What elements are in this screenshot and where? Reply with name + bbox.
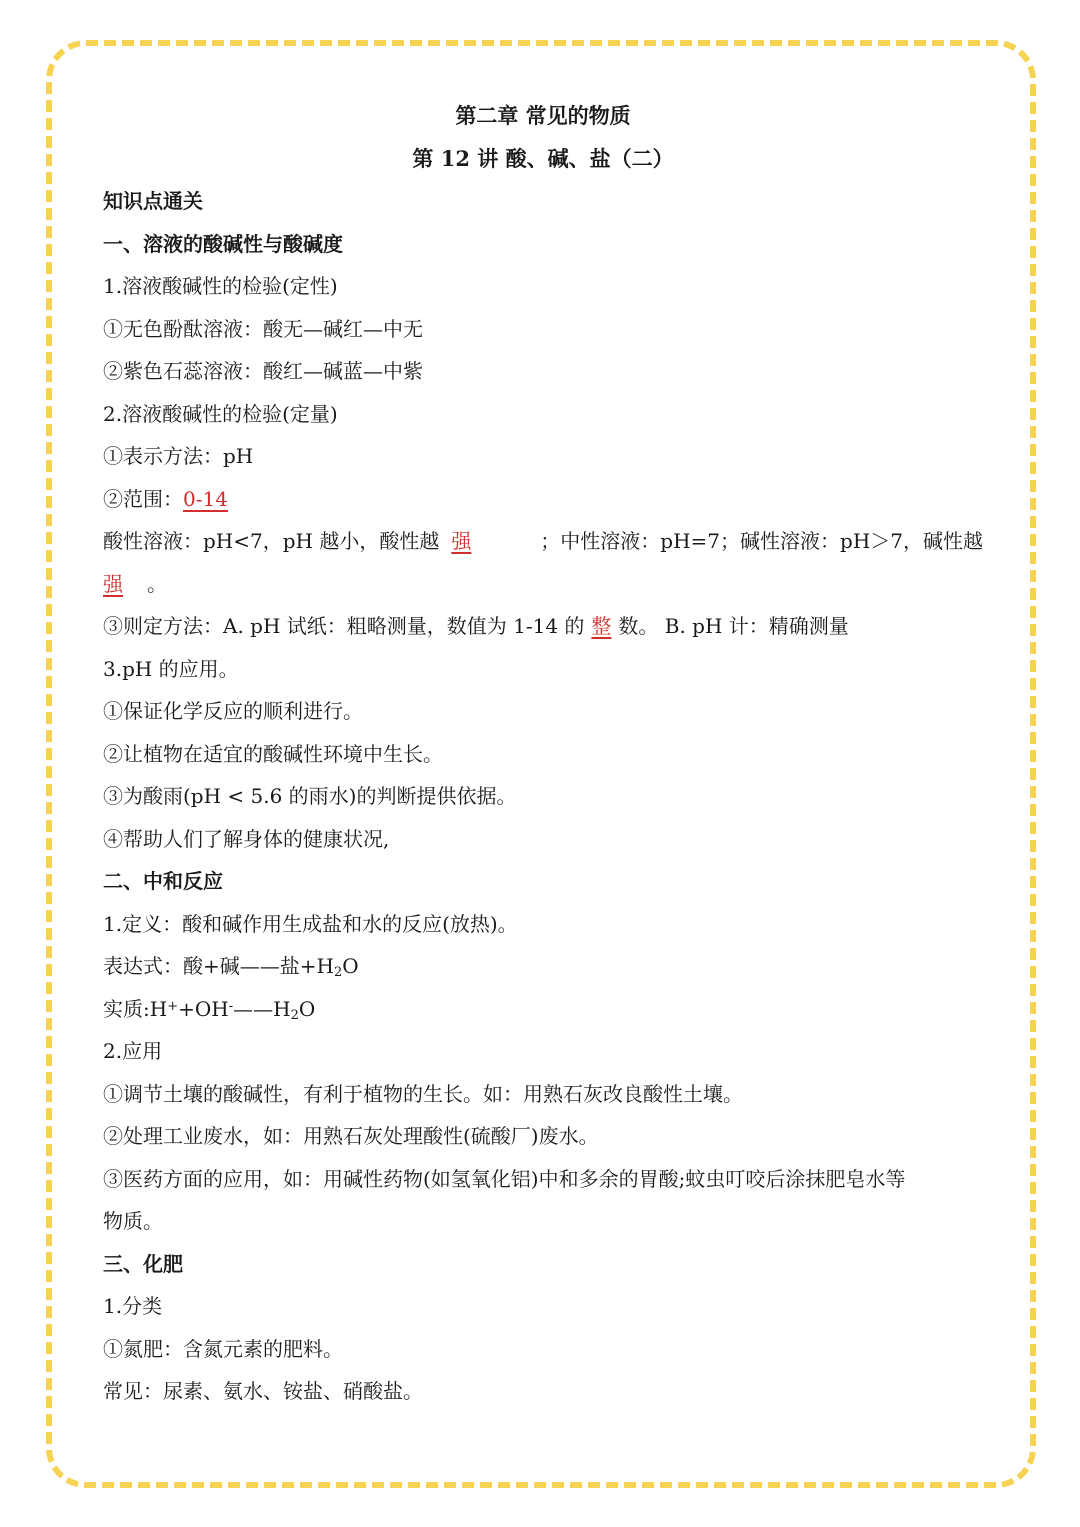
text-span: ②范围： xyxy=(103,486,183,511)
list-item-continued: 物质。 xyxy=(103,1209,163,1233)
list-item: 常见：尿素、氨水、铵盐、硝酸盐。 xyxy=(103,1379,423,1403)
text-span: O xyxy=(298,996,316,1021)
text-span: ；中性溶液：pH=7；碱性溶液：pH＞7，碱性越 xyxy=(540,529,983,553)
text-span: +OH xyxy=(178,996,229,1021)
lecture-title: 第 12 讲 酸、碱、盐（二） xyxy=(412,145,674,171)
subscript: 2 xyxy=(333,965,343,980)
text-span: 。 xyxy=(147,571,167,596)
list-item: ④帮助人们了解身体的健康状况, xyxy=(103,826,390,851)
subheading: 2.应用 xyxy=(103,1039,163,1063)
text-span: 酸性溶液：pH<7，pH 越小，酸性越 xyxy=(103,529,440,553)
answer-fill: 强 xyxy=(103,571,123,596)
document-body xyxy=(103,95,983,1413)
answer-fill: 0-14 xyxy=(183,486,228,511)
list-item: ①表示方法：pH xyxy=(103,444,254,468)
list-item: ①保证化学反应的顺利进行。 xyxy=(103,699,363,723)
subheading: 1.分类 xyxy=(103,1294,163,1318)
answer-fill: 强 xyxy=(451,529,472,553)
paragraph-line xyxy=(103,563,983,606)
list-item: ②让植物在适宜的酸碱性环境中生长。 xyxy=(103,741,443,766)
list-item: ②紫色石蕊溶液：酸红—碱蓝—中紫 xyxy=(103,359,423,383)
list-item: ③为酸雨(pH < 5.6 的雨水)的判断提供依据。 xyxy=(103,784,517,808)
superscript: + xyxy=(167,998,179,1014)
subheading: 1.溶液酸碱性的检验(定性) xyxy=(103,274,338,298)
section-heading: 一、溶液的酸碱性与酸碱度 xyxy=(103,231,343,256)
superscript: - xyxy=(228,998,234,1014)
list-item: ②处理工业废水，如：用熟石灰处理酸性(硫酸厂)废水。 xyxy=(103,1124,599,1148)
chapter-title: 第二章 常见的物质 xyxy=(455,103,631,128)
text-span: 实质:H xyxy=(103,996,168,1021)
text-span: ③则定方法：A. pH 试纸：粗略测量，数值为 1-14 的 xyxy=(103,614,585,638)
expression xyxy=(103,945,983,988)
intro-heading: 知识点通关 xyxy=(103,189,203,213)
section-heading: 二、中和反应 xyxy=(103,869,223,893)
definition: 1.定义：酸和碱作用生成盐和水的反应(放热)。 xyxy=(103,911,518,936)
list-item: ①无色酚酞溶液：酸无—碱红—中无 xyxy=(103,316,423,341)
text-span xyxy=(103,520,483,563)
list-item xyxy=(103,478,983,521)
paragraph-line xyxy=(103,520,983,563)
text-span: 表达式：酸+碱——盐+H xyxy=(103,954,334,978)
text-span: O xyxy=(342,954,359,978)
list-item: ③医药方面的应用，如：用碱性药物(如氢氧化铝)中和多余的胃酸;蚊虫叮咬后涂抹肥皂水等 xyxy=(103,1166,906,1191)
subheading: 2.溶液酸碱性的检验(定量) xyxy=(103,401,338,426)
subscript: 2 xyxy=(290,1007,299,1023)
essence xyxy=(103,988,983,1031)
section-heading: 三、化肥 xyxy=(103,1251,183,1276)
list-item: ①氮肥：含氮元素的肥料。 xyxy=(103,1336,343,1361)
list-item: ①调节土壤的酸碱性，有利于植物的生长。如：用熟石灰改良酸性土壤。 xyxy=(103,1081,743,1106)
list-item xyxy=(103,605,983,648)
subheading: 3.pH 的应用。 xyxy=(103,656,239,681)
text-span: ——H xyxy=(233,996,291,1021)
answer-fill: 整 xyxy=(591,614,612,638)
text-span: 数。 B. pH 计：精确测量 xyxy=(618,614,849,638)
